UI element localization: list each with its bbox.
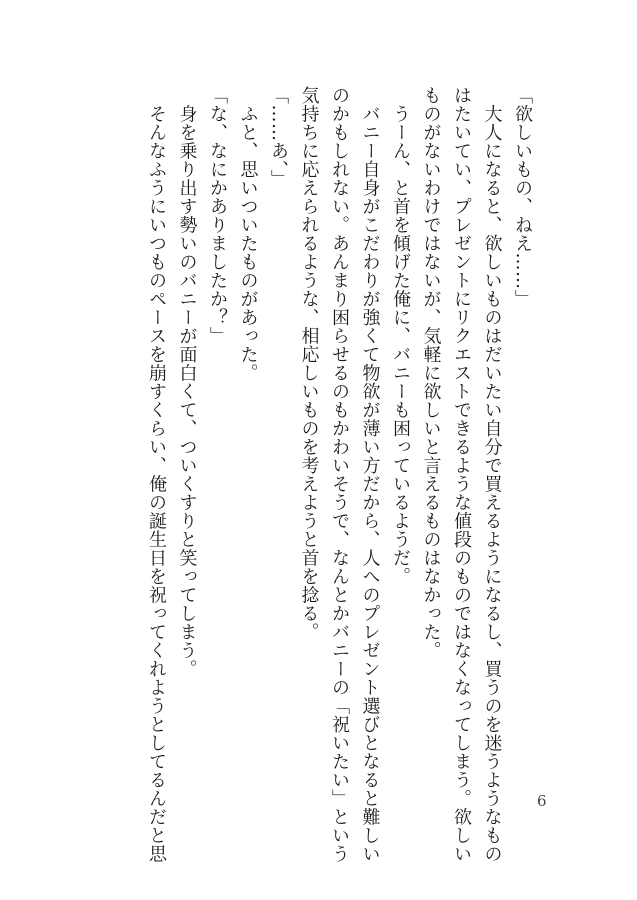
- text-line: 大人になると、欲しいものはだいたい自分で買えるようになるし、買うのを迷うようなもの: [481, 86, 503, 863]
- text-line: 「欲しいもの、ねえ……」: [512, 86, 533, 308]
- text-line: のかもしれない。あんまり困らせるのもかわいそうで、なんとかバニーの「祝いたい」という: [329, 86, 350, 863]
- text-line: そんなふうにいつものペースを崩すくらい、俺の誕生日を祝ってくれようとしてるんだと思: [146, 86, 167, 863]
- page-number: 6: [537, 792, 547, 810]
- text-line: 身を乗り出す勢いのバニーが面白くて、ついくすりと笑ってしまう。: [176, 86, 198, 678]
- text-line: ふと、思いついたものがあった。: [237, 86, 259, 382]
- text-line: はたいてい、プレゼントにリクエストできるような値段のものではなくなってしまう。欲しい: [451, 86, 472, 863]
- text-line: 気持ちに応えられるような、相応しいものを考えようと首を捻る。: [298, 86, 320, 641]
- text-line: 「……あ、」: [268, 86, 289, 188]
- text-line: うーん、と首を傾げた俺に、バニーも困っているようだ。: [390, 86, 411, 586]
- vertical-text-body: [141, 86, 538, 863]
- text-line: ものがないわけではないが、気軽に欲しいと言えるものはなかった。: [420, 86, 442, 660]
- text-line: バニー自身がこだわりが強くて物欲が薄い方だから、人へのプレゼント選びとなると難しい: [359, 86, 381, 863]
- text-line: 「な、なにかありましたか？」: [207, 86, 228, 345]
